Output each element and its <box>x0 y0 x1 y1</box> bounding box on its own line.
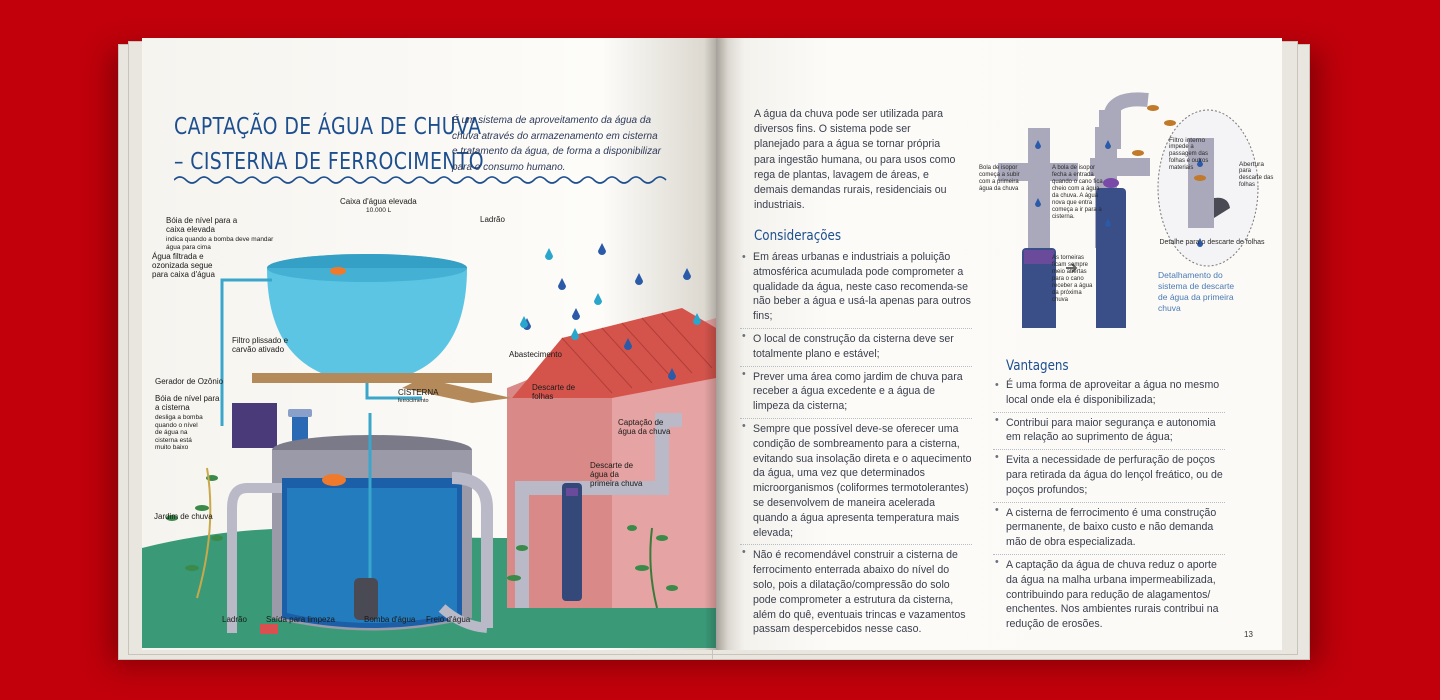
label-abastecimento: Abastecimento <box>509 350 562 359</box>
diagram-label-torneiras: As torneiras ficam sempre meio abertas para o cano receber a água da próxima chuva <box>1052 255 1093 303</box>
list-item: • A captação da água de chuva reduz o aporte da água na malha urbana impermeabilizada, contribuindo para redução de alagamentos/ enchentes. Nos ambientes rurais contribui na redução de erosões. <box>993 554 1225 632</box>
label-ladrao-top: Ladrão <box>480 215 505 224</box>
right-page <box>716 38 1282 650</box>
consideracoes-heading: Considerações <box>754 228 842 244</box>
diagram-label-bola1: Bola de isopor começa a subir com a primeira água da chuva <box>979 165 1020 192</box>
label-gerador: Gerador de Ozônio <box>155 377 224 386</box>
label-captacao: Captação de água da chuva <box>618 418 671 436</box>
vantagens-heading: Vantagens <box>1006 358 1069 374</box>
diagram-label-abertura: Abertura para descarte das folhas <box>1239 161 1274 188</box>
left-page <box>142 38 716 650</box>
intro-text: É um sistema de aproveitamento da água da chuva através do armazenamento em cisterna e tratamento da água, de forma a disponibilizar para o consumo humano. <box>452 115 662 173</box>
list-item: • É uma forma de aproveitar a água no mesmo local onde ela é disponibilizada; <box>993 378 1225 408</box>
label-jardim: Jardim de chuva <box>154 512 213 521</box>
label-filtro: Filtro plissado e carvão ativado <box>232 336 289 354</box>
label-boia-cisterna: Bóia de nível para a cisterna desliga a bomba quando o nível de água na cisterna está muito baixo <box>155 394 220 451</box>
diagram-caption: Detalhamento do sistema de descarte de água da primeira chuva <box>1158 270 1235 313</box>
consideracoes-list <box>740 250 972 641</box>
label-descarte-folhas: Descarte de folhas <box>532 383 576 401</box>
list-item: • Prever uma área como jardim de chuva para receber a água excedente e a água de limpeza da cisterna; <box>740 366 972 414</box>
list-item: • Sempre que possível deve-se oferecer uma condição de sombreamento para a cisterna, evitando sua insolação direta e o aquecimento da água, uma vez que determinados microorganismos (coliformes termotolerantes) se desenvolvem de maneira acelerada quando a água apresenta temperatura mais elevada; <box>740 418 972 540</box>
list-item: • O local de construção da cisterna deve ser totalmente plano e estável; <box>740 328 972 362</box>
label-descarte-primeira: Descarte de água da primeira chuva <box>590 461 643 488</box>
label-freio: Freio d'água <box>426 615 471 624</box>
diagram-label-filtro-interno: Filtro interno impede a passagem das folhas e outros materiais <box>1169 137 1209 171</box>
wave-divider <box>174 174 674 186</box>
list-item: • Não é recomendável construir a cisterna de ferrocimento enterrada abaixo do nível do solo, pois a dilatação/compressão do solo pode comprometer a estrutura da cisterna, além do quê, eventuais trincas e vazamentos passam despercebidos nesse caso. <box>740 544 972 637</box>
label-agua-filtrada: Água filtrada e ozonizada segue para caixa d'água <box>152 252 215 279</box>
page-number: 13 <box>1244 630 1253 639</box>
label-saida: Saída para limpeza <box>266 615 335 624</box>
title-line-2: – CISTERNA DE FERROCIMENTO <box>174 149 484 175</box>
list-item: • Contribui para maior segurança e autonomia em relação ao suprimento de água; <box>993 412 1225 446</box>
page-title <box>174 110 484 180</box>
diagram-label-detalhe: Detalhe para o descarte de folhas <box>1159 239 1265 246</box>
title-line-1: CAPTAÇÃO DE ÁGUA DE CHUVA <box>174 114 482 140</box>
label-boia-elevada: Bóia de nível para a caixa elevada indica quando a bomba deve mandar água para cima <box>166 216 274 251</box>
book-gutter <box>704 38 728 650</box>
label-ladrao-bottom: Ladrão <box>222 615 247 624</box>
diagram-label-bola2: A bola de isopor fecha a entrada quando o cano fica cheio com a água da chuva. A água nova que entra começa a ir para a cisterna. <box>1052 165 1103 220</box>
list-item: • Evita a necessidade de perfuração de poços para retirada da água do lençol freático, ou de poços profundos; <box>993 449 1225 497</box>
vantagens-list <box>993 378 1225 636</box>
list-item: • Em áreas urbanas e industriais a poluição atmosférica acumulada pode comprometer a qualidade da água, neste caso recomenda-se não beber a água e usá-la apenas para outros fins; <box>740 250 972 324</box>
list-item: • A cisterna de ferrocimento é uma construção permanente, de baixo custo e não demanda mão de obra especializada. <box>993 502 1225 550</box>
label-caixa: Caixa d'água elevada 10.000 L <box>340 197 417 214</box>
label-bomba: Bomba d'água <box>364 615 416 624</box>
right-intro: A água da chuva pode ser utilizada para diversos fins. O sistema pode ser planejado para a água se tornar própria para ingestão humana, ou para usos como rega de plantas, lavagem de áreas, e demais demandas rurais, residenciais ou industriais. <box>754 108 956 212</box>
label-cisterna: CISTERNA ferrocimento <box>398 388 439 404</box>
